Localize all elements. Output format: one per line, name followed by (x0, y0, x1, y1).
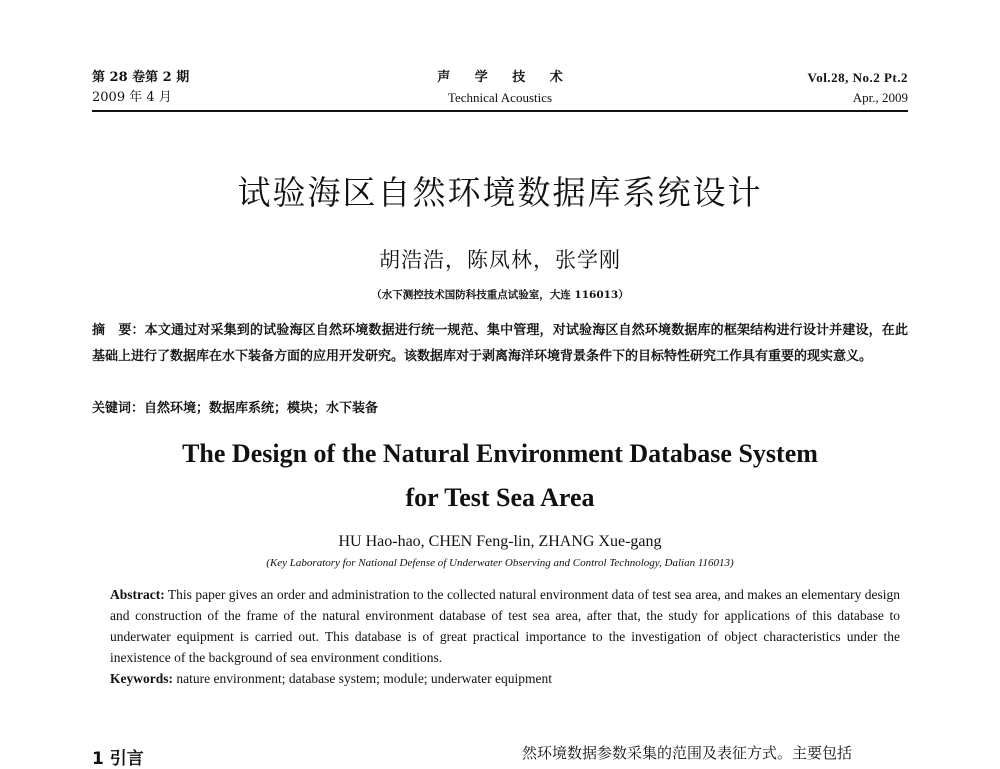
journal-name-en: Technical Acoustics (447, 90, 553, 105)
body-text-right-column: 然环境数据参数采集的范围及表征方式。主要包括 (522, 744, 853, 762)
volume-issue-en: Vol.28, No.2 Pt.2 (807, 70, 908, 85)
affiliation-en: (Key Laboratory for National Defense of Underwater Observing and Control Technology, Dalian 116013) (266, 557, 734, 569)
keywords-text-cn: 自然环境；数据库系统；模块；水下装备 (144, 401, 379, 416)
keywords-text-en: nature environment; database system; module; underwater equipment (173, 671, 553, 686)
journal-issue-info-en (808, 68, 908, 108)
abstract-label-en: Abstract: (110, 587, 165, 602)
abstract-cn (92, 318, 908, 370)
keywords-label-en: Keywords: (110, 671, 173, 686)
section-heading: 1 引言 (92, 749, 144, 769)
issue-date: 2009 年 4 月 (92, 90, 172, 105)
journal-name-cn: 声 学 技 术 (437, 70, 573, 85)
issue-date-en: Apr., 2009 (852, 90, 908, 105)
authors-en: HU Hao-hao, CHEN Feng-lin, ZHANG Xue-gang (338, 533, 662, 550)
abstract-text-en: This paper gives an order and administration to the collected natural environment data of test sea area, and makes an elementary design and construction of the frame of the natural environment database of test sea area, after that, the study for applications of this database to underwater equipment is carried out. This database is of great practical importance to the investigation of object characteristics under the inexistence of the background of sea environment conditions. (110, 587, 900, 665)
keywords-en (110, 668, 900, 689)
volume-issue: 第 28 卷第 2 期 (92, 70, 190, 85)
authors-cn: 胡浩浩，陈凤林，张学刚 (379, 248, 621, 272)
abstract-label-cn: 摘 要： (92, 323, 145, 338)
affiliation-cn: （水下测控技术国防科技重点试验室，大连 116013） (371, 289, 629, 301)
paper-title-en (0, 432, 1000, 520)
keywords-label-cn: 关键词： (92, 401, 145, 416)
paper-title-en-line2: for Test Sea Area (405, 483, 595, 512)
abstract-en (110, 584, 900, 668)
paper-title-cn: 试验海区自然环境数据库系统设计 (237, 173, 763, 212)
paper-title-en-line1: The Design of the Natural Environment Database System (182, 439, 818, 468)
keywords-cn (92, 396, 908, 422)
abstract-text-cn: 本文通过对采集到的试验海区自然环境数据进行统一规范、集中管理，对试验海区自然环境数据库的框架结构进行设计并建设，在此基础上进行了数据库在水下装备方面的应用开发研究。该数据库对于剥离海洋环境背景条件下的目标特性研究工作具有重要的现实意义。 (92, 323, 908, 364)
header-divider (92, 110, 908, 112)
